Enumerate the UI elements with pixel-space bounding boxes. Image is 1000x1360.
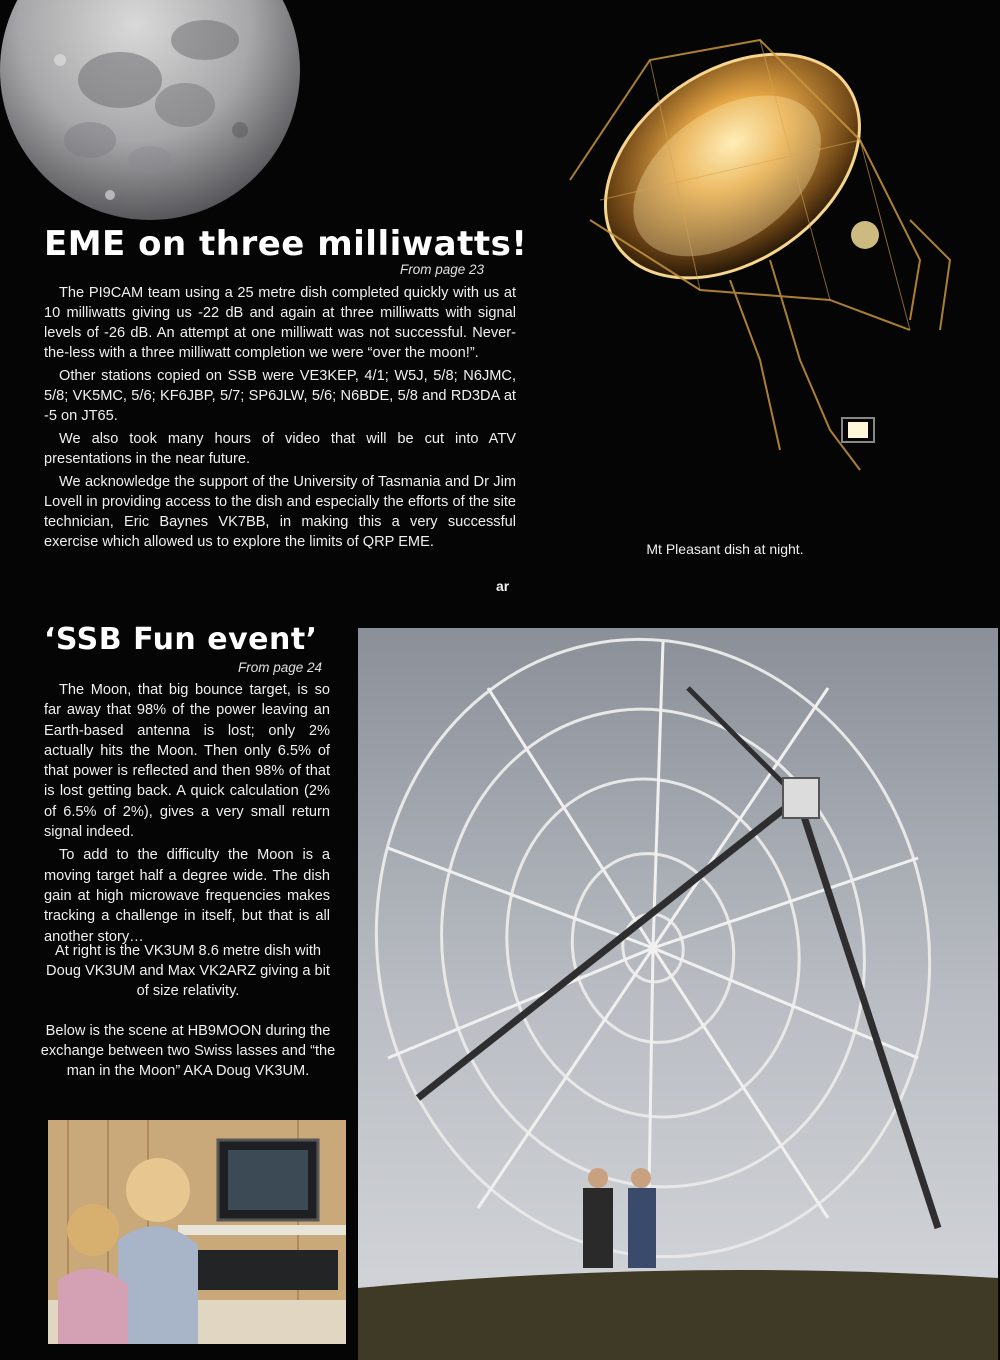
hb9moon-caption: Below is the scene at HB9MOON during the exchange between two Swiss lasses and “the man in the Moon” AKA Doug VK3UM.: [40, 1023, 336, 1079]
moon-image: [0, 0, 300, 240]
article-end-mark: ar: [496, 578, 510, 594]
eme-paragraph: We also took many hours of video that will be cut into ATV presentations in the near future.: [44, 431, 516, 467]
ssb-from-page: From page 24: [238, 660, 323, 675]
eme-paragraph: We acknowledge the support of the University of Tasmania and Dr Jim Lovell in providing access to the dish and especially the efforts of the site technician, Eric Baynes VK7BB, in making this a very successful exercise which allowed us to explore the limits of QRP EME.: [44, 474, 516, 550]
eme-article-title: EME on three milliwatts!: [44, 224, 528, 264]
hb9moon-photo: [48, 1120, 346, 1344]
ssb-article-body: [44, 680, 330, 950]
eme-article-body: [44, 283, 516, 555]
eme-paragraph: The PI9CAM team using a 25 metre dish completed quickly with us at 10 milliwatts giving us -22 dB and again at three milliwatts with signal levels of -26 dB. An attempt at one milliwatt was not successful. Never-the-less with a three milliwatt completion we were “over the moon!”.: [44, 285, 516, 361]
eme-paragraph: Other stations copied on SSB were VE3KEP, 4/1; W5J, 5/8; N6JMC, 5/8; VK5MC, 5/6; KF6JBP, 5/7; SP6JLW, 5/6; N6BDE, 5/8 and RD3DA at -5 on JT65.: [44, 368, 516, 424]
vk3um-dish-caption: At right is the VK3UM 8.6 metre dish with Doug VK3UM and Max VK2ARZ giving a bit of size relativity.: [46, 943, 330, 999]
eme-from-page: From page 23: [400, 262, 485, 277]
ssb-paragraph: The Moon, that big bounce target, is so far away that 98% of the power leaving an Earth-based antenna is lost; only 2% actually hits the Moon. Then only 6.5% of that power is reflected and then 98% of that is lost getting back. A quick calculation (2% of 6.5% of 2%), gives a very small return signal indeed.: [44, 682, 330, 841]
ssb-article-title: ‘SSB Fun event’: [44, 622, 318, 657]
vk3um-dish-photo: [358, 628, 998, 1360]
night-dish-photo: [530, 0, 1000, 520]
ssb-paragraph: To add to the difficulty the Moon is a moving target half a degree wide. The dish gain at high microwave frequencies makes tracking a challenge in itself, but that is all another story…: [44, 847, 330, 945]
night-dish-caption: Mt Pleasant dish at night.: [646, 541, 804, 557]
